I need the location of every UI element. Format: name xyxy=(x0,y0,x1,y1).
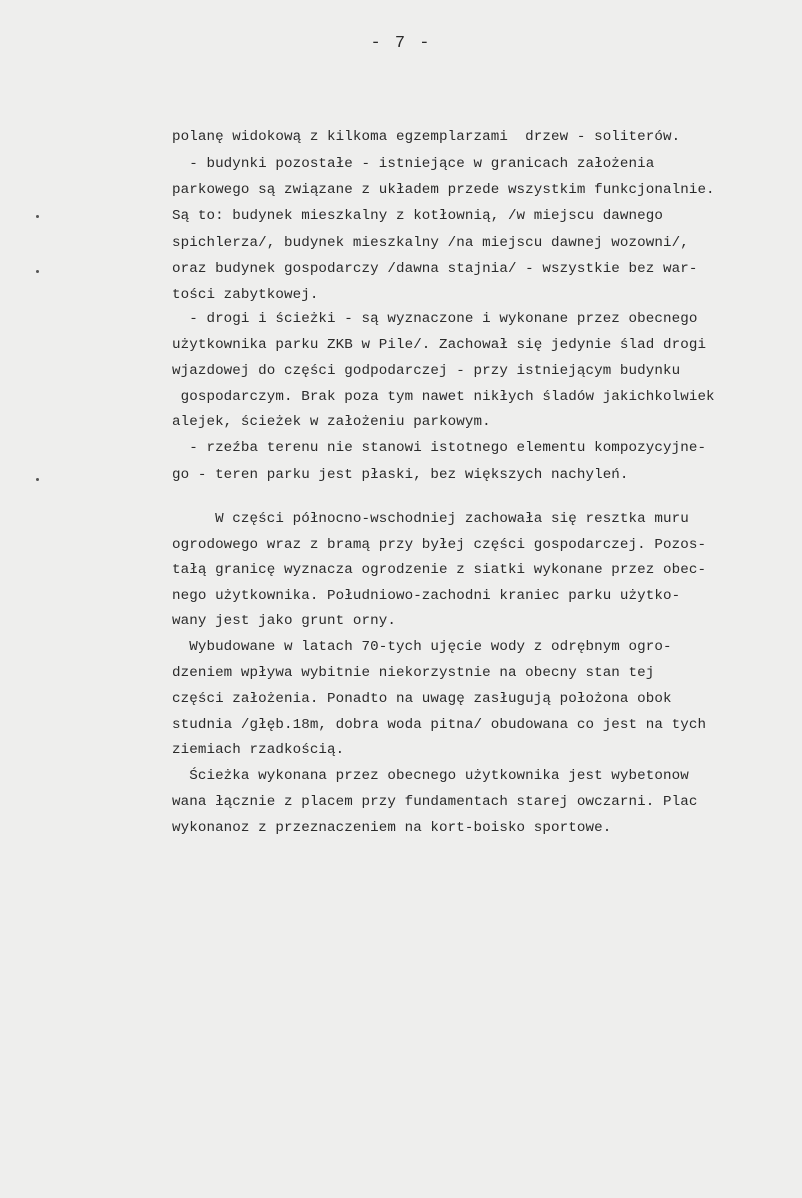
text-line: ziemiach rzadkością. xyxy=(172,742,345,758)
margin-mark xyxy=(36,270,39,273)
text-line: dzeniem wpływa wybitnie niekorzystnie na obecny stan tej xyxy=(172,665,655,681)
text-line: polanę widokową z kilkoma egzemplarzami drzew - soliterów. xyxy=(172,129,681,145)
text-line: tałą granicę wyznacza ogrodzenie z siatki wykonane przez obec- xyxy=(172,562,707,578)
text-line: tości zabytkowej. xyxy=(172,287,319,303)
text-line: - drogi i ścieżki - są wyznaczone i wykonane przez obecnego xyxy=(172,311,698,327)
text-line: nego użytkownika. Południowo-zachodni kraniec parku użytko- xyxy=(172,588,681,604)
text-line: wany jest jako grunt orny. xyxy=(172,613,396,629)
text-line: parkowego są związane z układem przede wszystkim funkcjonalnie. xyxy=(172,182,715,198)
text-line: Wybudowane w latach 70-tych ujęcie wody z odrębnym ogro- xyxy=(172,639,672,655)
text-line: wana łącznie z placem przy fundamentach starej owczarni. Plac xyxy=(172,794,698,810)
text-line: go - teren parku jest płaski, bez większych nachyleń. xyxy=(172,467,629,483)
text-line: - rzeźba terenu nie stanowi istotnego elementu kompozycyjne- xyxy=(172,440,707,456)
text-line: Ścieżka wykonana przez obecnego użytkownika jest wybetonow xyxy=(172,768,689,784)
text-line: ogrodowego wraz z bramą przy byłej części gospodarczej. Pozos- xyxy=(172,537,707,553)
text-line: spichlerza/, budynek mieszkalny /na miejscu dawnej wozowni/, xyxy=(172,235,689,251)
text-line: oraz budynek gospodarczy /dawna stajnia/ - wszystkie bez war- xyxy=(172,261,698,277)
text-line: studnia /głęb.18m, dobra woda pitna/ obudowana co jest na tych xyxy=(172,717,707,733)
text-line: gospodarczym. Brak poza tym nawet nikłych śladów jakichkolwiek xyxy=(172,389,715,405)
text-line: części założenia. Ponadto na uwagę zasługują położona obok xyxy=(172,691,672,707)
page-number: - 7 - xyxy=(370,34,432,53)
text-line: wykonanoz z przeznaczeniem na kort-boisko sportowe. xyxy=(172,820,612,836)
text-line: alejek, ścieżek w założeniu parkowym. xyxy=(172,414,491,430)
text-line: - budynki pozostałe - istniejące w granicach założenia xyxy=(172,156,655,172)
text-line: Są to: budynek mieszkalny z kotłownią, /w miejscu dawnego xyxy=(172,208,663,224)
margin-mark xyxy=(36,478,39,481)
text-line: wjazdowej do części godpodarczej - przy istniejącym budynku xyxy=(172,363,681,379)
text-line: użytkownika parku ZKB w Pile/. Zachował się jedynie ślad drogi xyxy=(172,337,707,353)
text-line: W części północno-wschodniej zachowała się resztka muru xyxy=(172,511,689,527)
margin-mark xyxy=(36,215,39,218)
